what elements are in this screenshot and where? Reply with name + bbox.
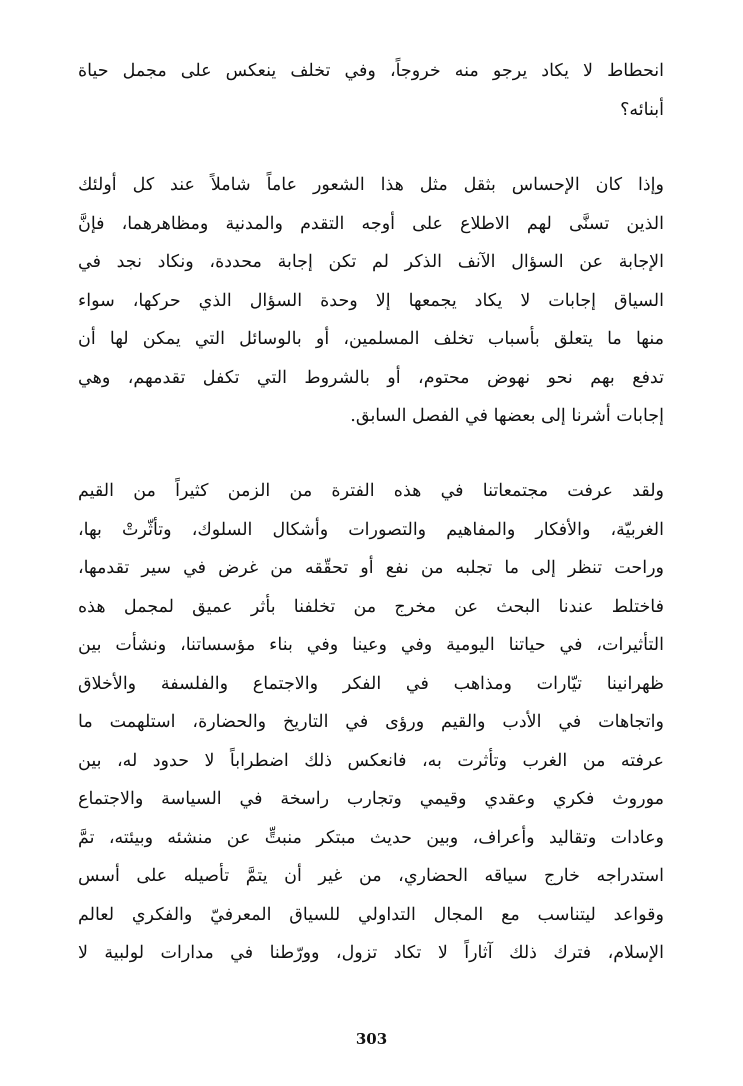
text-line: أبنائه؟ bbox=[620, 99, 664, 120]
paragraph-2 bbox=[78, 166, 664, 436]
text-line: إجابات أشرنا إلى بعضها في الفصل السابق. bbox=[350, 406, 664, 426]
text-line: الإسلام، فترك ذلك آثاراً لا تكاد تزول، وورّطنا في مدارات لولبية لا bbox=[78, 943, 664, 963]
text-line: وقواعد ليتناسب مع المجال التداولي للسياق المعرفيّ والفكري لعالم bbox=[78, 904, 664, 925]
text-line: ظهرانينا تيّارات ومذاهب في الفكر والاجتماع والفلسفة والأخلاق bbox=[78, 673, 664, 694]
text-line: السياق إجابات لا يكاد يجمعها إلا وحدة السؤال الذي حركها، سواء bbox=[78, 290, 664, 311]
text-line: تدفع بهم نحو نهوض محتوم، أو بالشروط التي تكفل تقدمهم، وهي bbox=[78, 367, 664, 388]
text-line: فاختلط عندنا البحث عن مخرج من تخلفنا بأثر عميق لمجمل هذه bbox=[78, 596, 664, 617]
text-line: وراحت تنظر إلى ما تجلبه من نفع أو تحقّقه من غرض في سير تقدمها، bbox=[78, 558, 664, 578]
text-line: التأثيرات، في حياتنا اليومية وفي وعينا وفي بناء مؤسساتنا، ونشأت بين bbox=[78, 635, 664, 655]
text-line: وإذا كان الإحساس بثقل مثل هذا الشعور عاماً شاملاً عند كل أولئك bbox=[78, 175, 664, 195]
page-number: 303 bbox=[355, 1030, 388, 1048]
text-line: واتجاهات في الأدب والقيم ورؤى في التاريخ والحضارة، استلهمت ما bbox=[78, 712, 664, 732]
paragraph-3 bbox=[78, 472, 664, 973]
paragraph-1 bbox=[78, 52, 664, 129]
text-line: الإجابة عن السؤال الآنف الذكر لم تكن إجابة محددة، ونكاد نجد في bbox=[78, 252, 664, 272]
text-line: الغربيّة، والأفكار والمفاهيم والتصورات وأشكال السلوك، وتأثّرتْ بها، bbox=[78, 519, 664, 540]
text-line: ولقد عرفت مجتمعاتنا في هذه الفترة من الزمن كثيراً من القيم bbox=[78, 481, 664, 501]
text-line: منها ما يتعلق بأسباب تخلف المسلمين، أو بالوسائل التي يمكن لها أن bbox=[78, 329, 664, 349]
text-line: عرفته من الغرب وتأثرت به، فانعكس ذلك اضطراباً لا حدود له، بين bbox=[78, 750, 664, 771]
text-line: انحطاط لا يكاد يرجو منه خروجاً، وفي تخلف ينعكس على مجمل حياة bbox=[78, 61, 664, 81]
text-line: الذين تسنَّى لهم الاطلاع على أوجه التقدم والمدنية ومظاهرهما، فإنَّ bbox=[78, 213, 664, 234]
text-line: وعادات وتقاليد وأعراف، وبين حديث مبتكر منبتٍّ عن منشئه وبيئته، تمَّ bbox=[78, 827, 664, 848]
text-line: موروث فكري وعقدي وقيمي وتجارب راسخة في السياسة والاجتماع bbox=[78, 789, 664, 809]
text-line: استدراجه خارج سياقه الحضاري، من غير أن يتمَّ تأصيله على أسس bbox=[78, 866, 664, 886]
